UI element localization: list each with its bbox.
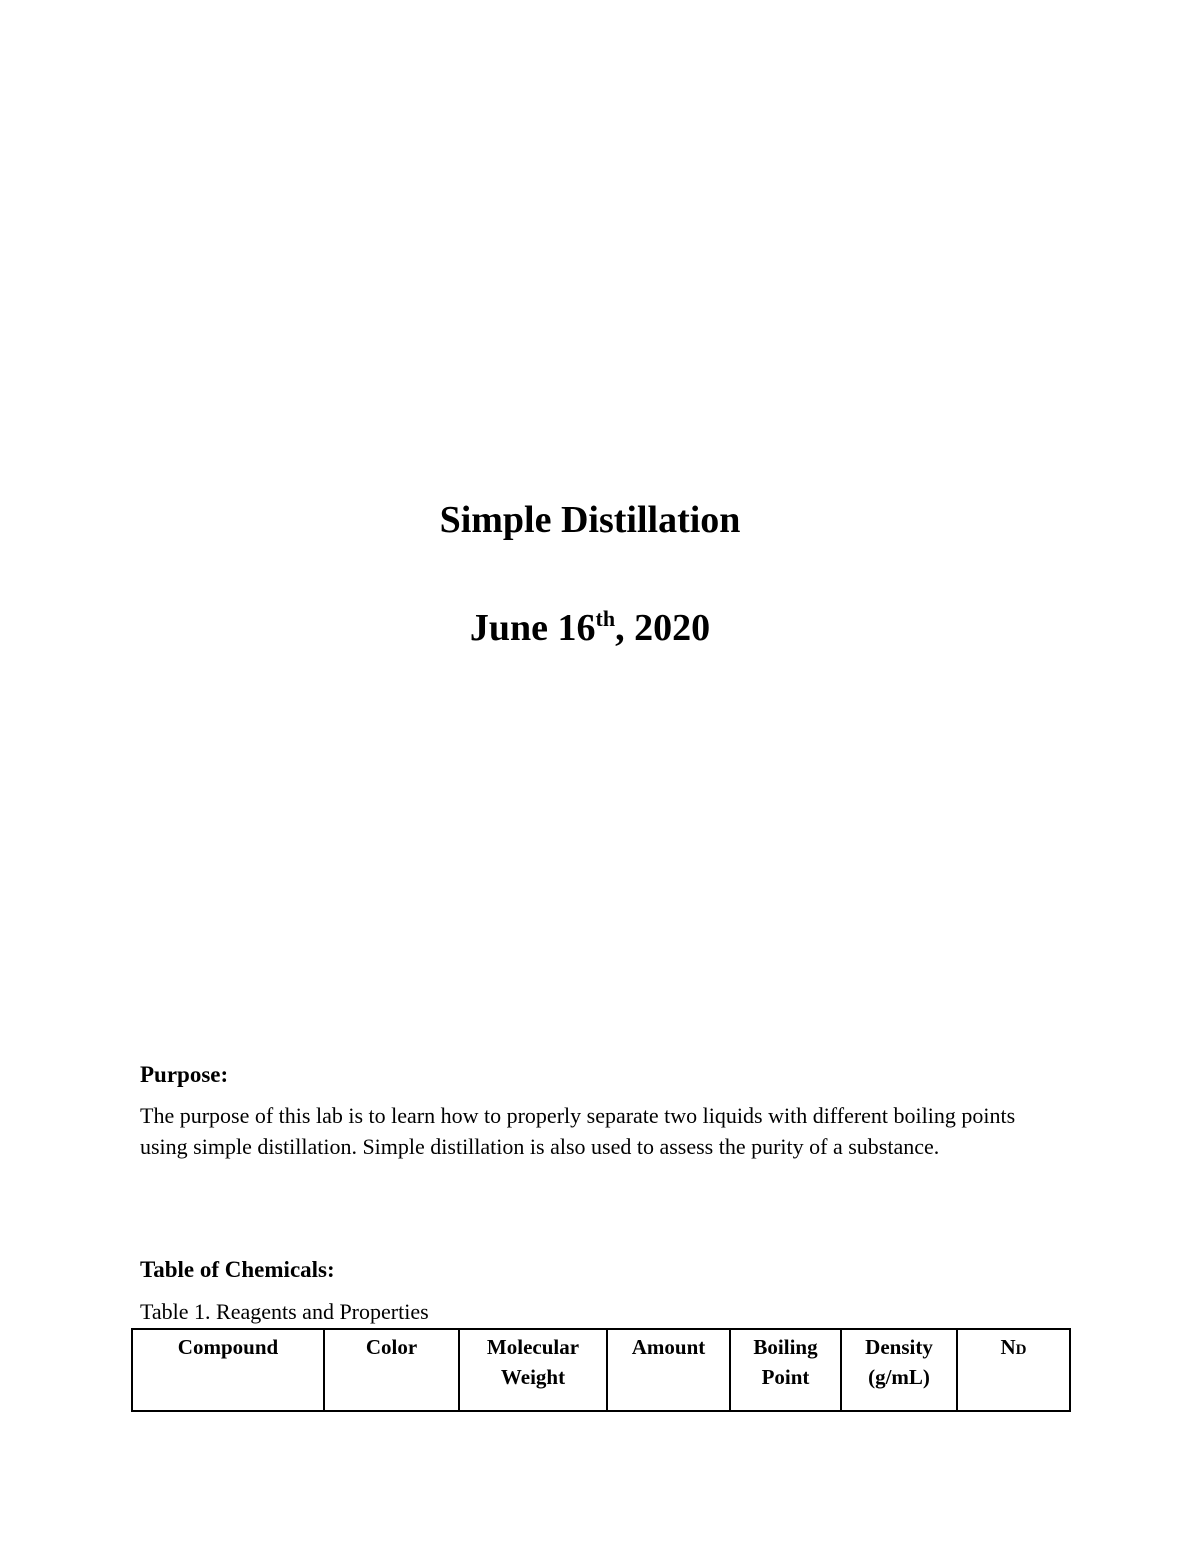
table-header-row: [132, 1329, 1070, 1411]
column-header-nd: [957, 1329, 1070, 1411]
column-header-line: Boiling: [753, 1335, 818, 1359]
chemicals-heading: Table of Chemicals:: [140, 1257, 335, 1282]
column-header-line: Color: [365, 1335, 418, 1359]
column-header-line: (g/mL): [868, 1365, 930, 1389]
column-header-compound: [132, 1329, 324, 1411]
date-superscript: th: [595, 606, 616, 631]
purpose-heading: Purpose:: [140, 1062, 229, 1087]
column-header-line: Amount: [631, 1335, 706, 1359]
nd-sub: D: [1015, 1342, 1027, 1358]
nd-main: N: [1000, 1335, 1016, 1359]
column-header-line: Density: [865, 1335, 933, 1359]
column-header-molecular-weight: [459, 1329, 607, 1411]
column-header-line: Point: [761, 1365, 810, 1389]
column-header-line: Molecular: [486, 1335, 580, 1359]
document-title: Simple Distillation: [439, 499, 741, 541]
column-header-density: [841, 1329, 957, 1411]
column-header-line: Weight: [500, 1365, 566, 1389]
date-prefix: June 16: [469, 607, 596, 649]
document-date: [0, 606, 1180, 650]
purpose-text: The purpose of this lab is to learn how to properly separate two liquids with different boiling points using simple distillation. Simple distillation is also used to assess the purity of a substance.: [140, 1103, 1016, 1159]
column-header-amount: [607, 1329, 730, 1411]
reagents-table: [131, 1328, 1071, 1412]
table-caption: Table 1. Reagents and Properties: [140, 1299, 429, 1324]
column-header-boiling-point: [730, 1329, 841, 1411]
column-header-color: [324, 1329, 459, 1411]
column-header-line: Compound: [177, 1335, 279, 1359]
date-suffix: , 2020: [615, 607, 711, 649]
